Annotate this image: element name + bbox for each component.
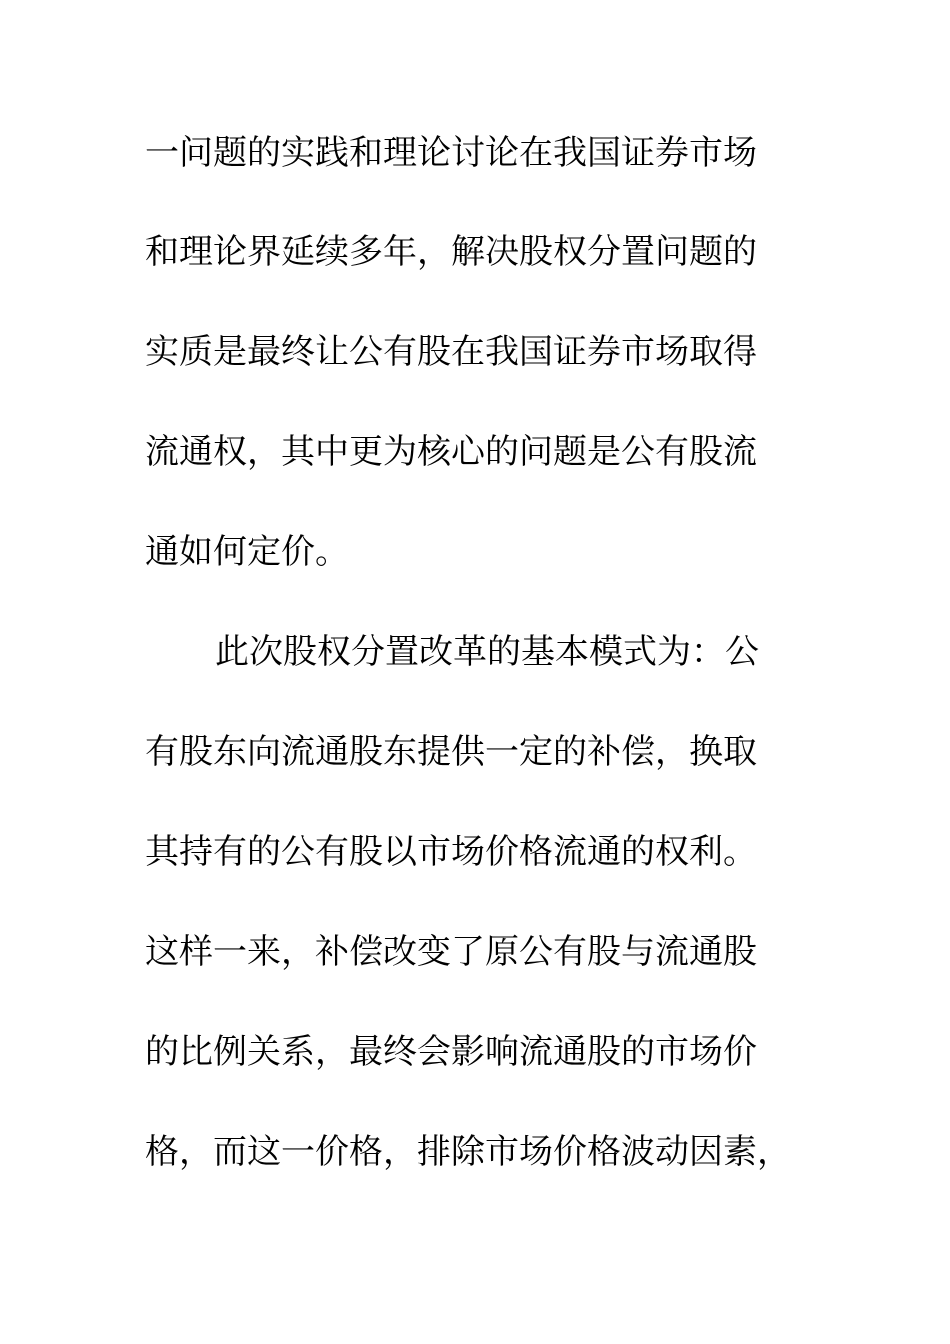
text-line-4: 流通权，其中更为核心的问题是公有股流 xyxy=(145,432,757,472)
text-line-6-paragraph-start: 此次股权分置改革的基本模式为：公 xyxy=(215,632,759,672)
text-line-5: 通如何定价。 xyxy=(145,532,349,572)
text-line-11: 格，而这一价格，排除市场价格波动因素， xyxy=(145,1132,791,1172)
text-line-10: 的比例关系，最终会影响流通股的市场价 xyxy=(145,1032,757,1072)
text-line-7: 有股东向流通股东提供一定的补偿，换取 xyxy=(145,732,757,772)
text-line-3: 实质是最终让公有股在我国证券市场取得 xyxy=(145,332,757,372)
text-line-9: 这样一来，补偿改变了原公有股与流通股 xyxy=(145,932,757,972)
text-line-1: 一问题的实践和理论讨论在我国证券市场 xyxy=(145,133,757,173)
text-line-8: 其持有的公有股以市场价格流通的权利。 xyxy=(145,832,757,872)
text-line-2: 和理论界延续多年，解决股权分置问题的 xyxy=(145,232,757,272)
